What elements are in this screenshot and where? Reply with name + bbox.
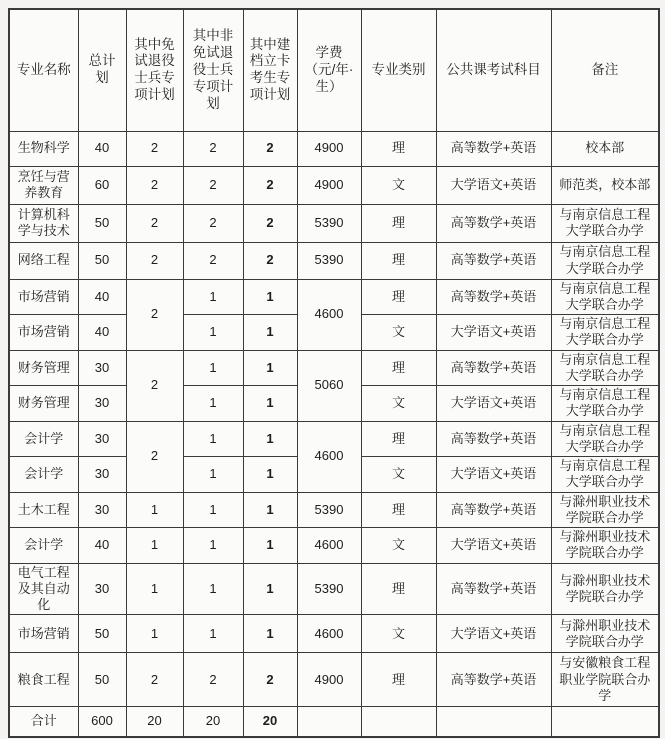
table-row <box>9 653 659 707</box>
column-header-tuition_yuan_per_year: 学费（元/年·生） <box>297 9 361 131</box>
table-cell-major_category: 理 <box>361 563 436 615</box>
major-name-cell: 粮食工程 <box>9 653 78 707</box>
table-cell-non_exempt_veteran_special_plan: 2 <box>183 166 243 204</box>
admissions-plan-table <box>8 8 660 738</box>
table-cell-public_exam_subjects: 高等数学+英语 <box>436 204 551 242</box>
table-cell-non_exempt_veteran_special_plan: 2 <box>183 653 243 707</box>
table-cell-registered_poverty_card_special_plan: 1 <box>243 279 297 315</box>
table-cell-total_plan: 50 <box>78 242 126 279</box>
table-cell-total_plan: 50 <box>78 653 126 707</box>
table-cell-remarks: 与南京信息工程大学联合办学 <box>551 279 659 315</box>
table-cell-total_plan: 50 <box>78 204 126 242</box>
table-cell-major_category <box>361 707 436 737</box>
table-cell-public_exam_subjects: 高等数学+英语 <box>436 492 551 528</box>
table-cell-exempt_veteran_special_plan: 1 <box>126 492 183 528</box>
table-row <box>9 166 659 204</box>
major-name-cell: 计算机科学与技术 <box>9 204 78 242</box>
table-cell-non_exempt_veteran_special_plan: 1 <box>183 350 243 386</box>
table-row <box>9 421 659 457</box>
table-cell-major_category: 文 <box>361 528 436 564</box>
table-cell-exempt_veteran_special_plan: 2 <box>126 279 183 350</box>
table-cell-major_category: 文 <box>361 386 436 422</box>
table-cell-non_exempt_veteran_special_plan: 1 <box>183 386 243 422</box>
table-cell-major_category: 理 <box>361 131 436 166</box>
table-cell-major_category: 文 <box>361 166 436 204</box>
table-cell-tuition_yuan_per_year: 4600 <box>297 528 361 564</box>
table-row <box>9 528 659 564</box>
table-cell-exempt_veteran_special_plan: 2 <box>126 242 183 279</box>
table-cell-remarks: 师范类，校本部 <box>551 166 659 204</box>
column-header-registered_poverty_card_special_plan: 其中建档立卡考生专项计划 <box>243 9 297 131</box>
table-cell-tuition_yuan_per_year: 4900 <box>297 131 361 166</box>
table-row <box>9 350 659 386</box>
table-cell-major_category: 理 <box>361 242 436 279</box>
table-cell-remarks: 与滁州职业技术学院联合办学 <box>551 492 659 528</box>
table-cell-remarks: 与南京信息工程大学联合办学 <box>551 242 659 279</box>
table-cell-exempt_veteran_special_plan: 20 <box>126 707 183 737</box>
column-header-major_name: 专业名称 <box>9 9 78 131</box>
total-row <box>9 707 659 737</box>
table-cell-exempt_veteran_special_plan: 2 <box>126 653 183 707</box>
column-header-remarks: 备注 <box>551 9 659 131</box>
table-row <box>9 242 659 279</box>
major-name-cell: 土木工程 <box>9 492 78 528</box>
major-name-cell: 财务管理 <box>9 386 78 422</box>
table-cell-non_exempt_veteran_special_plan: 2 <box>183 131 243 166</box>
table-cell-registered_poverty_card_special_plan: 1 <box>243 421 297 457</box>
table-cell-non_exempt_veteran_special_plan: 1 <box>183 279 243 315</box>
table-cell-registered_poverty_card_special_plan: 2 <box>243 204 297 242</box>
table-cell-tuition_yuan_per_year: 5390 <box>297 563 361 615</box>
table-cell-public_exam_subjects: 大学语文+英语 <box>436 166 551 204</box>
table-cell-exempt_veteran_special_plan: 1 <box>126 615 183 653</box>
table-cell-major_category: 文 <box>361 457 436 493</box>
table-row <box>9 492 659 528</box>
table-cell-total_plan: 30 <box>78 350 126 386</box>
table-cell-exempt_veteran_special_plan: 2 <box>126 421 183 492</box>
table-cell-remarks <box>551 707 659 737</box>
table-cell-public_exam_subjects: 高等数学+英语 <box>436 242 551 279</box>
table-cell-registered_poverty_card_special_plan: 1 <box>243 350 297 386</box>
table-cell-exempt_veteran_special_plan: 2 <box>126 204 183 242</box>
column-header-exempt_veteran_special_plan: 其中免试退役士兵专项计划 <box>126 9 183 131</box>
table-cell-non_exempt_veteran_special_plan: 1 <box>183 421 243 457</box>
table-cell-non_exempt_veteran_special_plan: 1 <box>183 528 243 564</box>
major-name-cell: 市场营销 <box>9 615 78 653</box>
table-cell-public_exam_subjects: 大学语文+英语 <box>436 457 551 493</box>
table-cell-exempt_veteran_special_plan: 2 <box>126 350 183 421</box>
table-row <box>9 563 659 615</box>
table-cell-major_category: 理 <box>361 653 436 707</box>
column-header-non_exempt_veteran_special_plan: 其中非免试退役士兵专项计划 <box>183 9 243 131</box>
table-header-row <box>9 9 659 131</box>
table-row <box>9 279 659 315</box>
table-row <box>9 131 659 166</box>
table-cell-total_plan: 30 <box>78 457 126 493</box>
table-cell-total_plan: 40 <box>78 279 126 315</box>
table-cell-public_exam_subjects: 高等数学+英语 <box>436 563 551 615</box>
table-cell-exempt_veteran_special_plan: 1 <box>126 528 183 564</box>
table-cell-remarks: 与安徽粮食工程职业学院联合办学 <box>551 653 659 707</box>
table-cell-major_category: 文 <box>361 315 436 351</box>
table-cell-tuition_yuan_per_year: 4900 <box>297 653 361 707</box>
major-name-cell: 市场营销 <box>9 279 78 315</box>
table-cell-registered_poverty_card_special_plan: 1 <box>243 386 297 422</box>
table-cell-tuition_yuan_per_year: 5390 <box>297 242 361 279</box>
major-name-cell: 会计学 <box>9 457 78 493</box>
table-cell-non_exempt_veteran_special_plan: 20 <box>183 707 243 737</box>
table-cell-tuition_yuan_per_year: 4600 <box>297 279 361 350</box>
table-cell-tuition_yuan_per_year: 5390 <box>297 492 361 528</box>
table-cell-remarks: 校本部 <box>551 131 659 166</box>
major-name-cell: 会计学 <box>9 528 78 564</box>
table-cell-public_exam_subjects: 高等数学+英语 <box>436 350 551 386</box>
table-cell-remarks: 与南京信息工程大学联合办学 <box>551 386 659 422</box>
column-header-total_plan: 总计划 <box>78 9 126 131</box>
table-cell-public_exam_subjects: 高等数学+英语 <box>436 279 551 315</box>
table-cell-registered_poverty_card_special_plan: 2 <box>243 653 297 707</box>
table-cell-registered_poverty_card_special_plan: 1 <box>243 315 297 351</box>
column-header-public_exam_subjects: 公共课考试科目 <box>436 9 551 131</box>
table-cell-tuition_yuan_per_year: 4600 <box>297 421 361 492</box>
table-body <box>9 131 659 737</box>
table-cell-major_category: 理 <box>361 350 436 386</box>
table-row <box>9 615 659 653</box>
table-cell-major_category: 理 <box>361 204 436 242</box>
table-cell-public_exam_subjects: 大学语文+英语 <box>436 615 551 653</box>
table-cell-remarks: 与南京信息工程大学联合办学 <box>551 457 659 493</box>
table-cell-remarks: 与滁州职业技术学院联合办学 <box>551 563 659 615</box>
table-cell-remarks: 与南京信息工程大学联合办学 <box>551 315 659 351</box>
table-cell-public_exam_subjects: 高等数学+英语 <box>436 653 551 707</box>
table-cell-non_exempt_veteran_special_plan: 2 <box>183 204 243 242</box>
table-cell-registered_poverty_card_special_plan: 1 <box>243 457 297 493</box>
table-cell-major_category: 理 <box>361 421 436 457</box>
table-cell-remarks: 与滁州职业技术学院联合办学 <box>551 528 659 564</box>
table-cell-non_exempt_veteran_special_plan: 2 <box>183 242 243 279</box>
table-cell-total_plan: 600 <box>78 707 126 737</box>
table-cell-remarks: 与南京信息工程大学联合办学 <box>551 350 659 386</box>
table-cell-registered_poverty_card_special_plan: 20 <box>243 707 297 737</box>
table-cell-tuition_yuan_per_year: 4600 <box>297 615 361 653</box>
table-cell-tuition_yuan_per_year: 4900 <box>297 166 361 204</box>
table-cell-total_plan: 40 <box>78 528 126 564</box>
table-cell-registered_poverty_card_special_plan: 2 <box>243 131 297 166</box>
table-cell-total_plan: 40 <box>78 315 126 351</box>
table-cell-registered_poverty_card_special_plan: 1 <box>243 492 297 528</box>
table-cell-public_exam_subjects: 大学语文+英语 <box>436 315 551 351</box>
table-cell-total_plan: 30 <box>78 386 126 422</box>
major-name-cell: 会计学 <box>9 421 78 457</box>
table-cell-registered_poverty_card_special_plan: 1 <box>243 528 297 564</box>
table-cell-total_plan: 30 <box>78 492 126 528</box>
table-cell-remarks: 与滁州职业技术学院联合办学 <box>551 615 659 653</box>
table-cell-non_exempt_veteran_special_plan: 1 <box>183 492 243 528</box>
major-name-cell: 烹饪与营养教育 <box>9 166 78 204</box>
major-name-cell: 市场营销 <box>9 315 78 351</box>
table-cell-registered_poverty_card_special_plan: 1 <box>243 563 297 615</box>
table-cell-remarks: 与南京信息工程大学联合办学 <box>551 204 659 242</box>
table-cell-public_exam_subjects: 高等数学+英语 <box>436 131 551 166</box>
table-cell-non_exempt_veteran_special_plan: 1 <box>183 615 243 653</box>
table-cell-registered_poverty_card_special_plan: 1 <box>243 615 297 653</box>
table-cell-total_plan: 30 <box>78 563 126 615</box>
table-cell-remarks: 与南京信息工程大学联合办学 <box>551 421 659 457</box>
major-name-cell: 合计 <box>9 707 78 737</box>
table-cell-public_exam_subjects: 高等数学+英语 <box>436 421 551 457</box>
table-cell-total_plan: 60 <box>78 166 126 204</box>
table-cell-public_exam_subjects: 大学语文+英语 <box>436 386 551 422</box>
table-cell-tuition_yuan_per_year: 5390 <box>297 204 361 242</box>
table-cell-exempt_veteran_special_plan: 2 <box>126 131 183 166</box>
major-name-cell: 生物科学 <box>9 131 78 166</box>
column-header-major_category: 专业类别 <box>361 9 436 131</box>
table-row <box>9 204 659 242</box>
table-cell-tuition_yuan_per_year: 5060 <box>297 350 361 421</box>
table-cell-registered_poverty_card_special_plan: 2 <box>243 166 297 204</box>
table-cell-public_exam_subjects: 大学语文+英语 <box>436 528 551 564</box>
major-name-cell: 财务管理 <box>9 350 78 386</box>
table-cell-major_category: 理 <box>361 279 436 315</box>
table-cell-total_plan: 30 <box>78 421 126 457</box>
table-cell-total_plan: 40 <box>78 131 126 166</box>
table-cell-major_category: 文 <box>361 615 436 653</box>
table-cell-exempt_veteran_special_plan: 1 <box>126 563 183 615</box>
table-cell-tuition_yuan_per_year <box>297 707 361 737</box>
table-cell-registered_poverty_card_special_plan: 2 <box>243 242 297 279</box>
table-cell-major_category: 理 <box>361 492 436 528</box>
table-cell-exempt_veteran_special_plan: 2 <box>126 166 183 204</box>
table-cell-public_exam_subjects <box>436 707 551 737</box>
table-cell-total_plan: 50 <box>78 615 126 653</box>
table-cell-non_exempt_veteran_special_plan: 1 <box>183 315 243 351</box>
major-name-cell: 电气工程及其自动化 <box>9 563 78 615</box>
table-cell-non_exempt_veteran_special_plan: 1 <box>183 563 243 615</box>
major-name-cell: 网络工程 <box>9 242 78 279</box>
table-cell-non_exempt_veteran_special_plan: 1 <box>183 457 243 493</box>
